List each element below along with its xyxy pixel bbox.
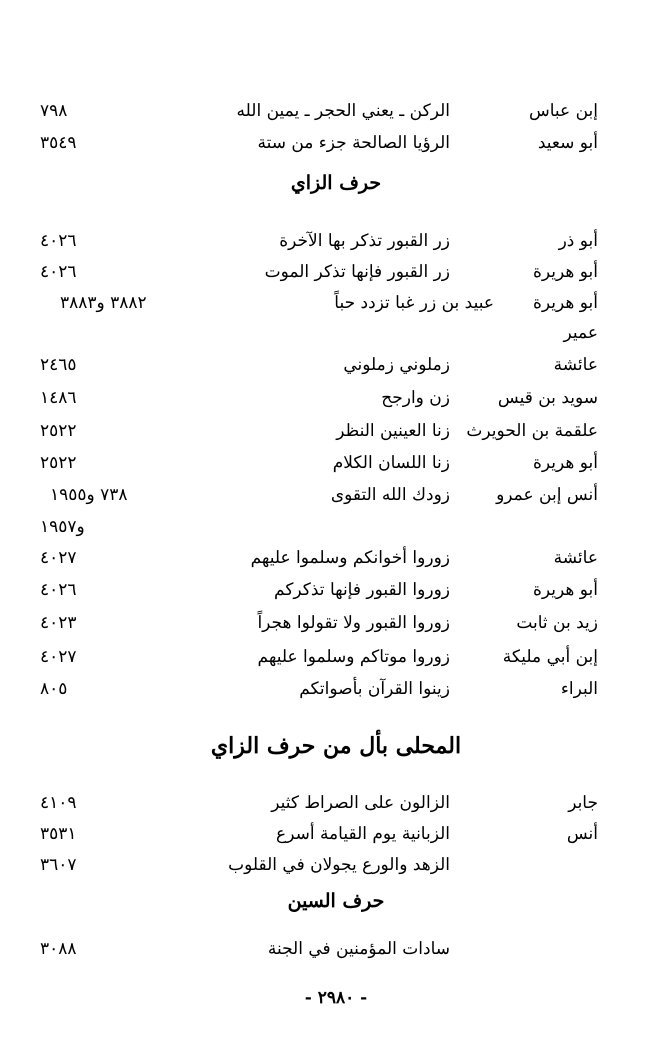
narrator: أبو هريرة <box>532 453 598 473</box>
list-item <box>0 128 672 158</box>
narrator: سويد بن قيس <box>497 388 598 408</box>
list-item <box>0 96 672 126</box>
hadith-text: زر القبور فإنها تذكر الموت <box>264 262 450 282</box>
list-item <box>0 575 672 605</box>
hadith-text: زملوني زملوني <box>343 355 450 375</box>
reference-number: ٣٨٨٢ و٣٨٨٣ <box>60 293 147 313</box>
list-item <box>0 819 672 849</box>
narrator: إبن أبي مليكة <box>502 647 598 667</box>
reference-number: ٣٦٠٧ <box>40 855 77 875</box>
reference-number: ٢٥٢٢ <box>40 421 77 441</box>
list-item <box>0 543 672 573</box>
reference-number: ٣٥٤٩ <box>40 133 77 153</box>
hadith-text: زنا العينين النظر <box>336 421 450 441</box>
hadith-text: الزبانية يوم القيامة أسرع <box>276 824 450 844</box>
narrator: عائشة <box>553 355 598 375</box>
reference-number: ٤٠٢٦ <box>40 580 77 600</box>
hadith-text: سادات المؤمنين في الجنة <box>267 939 450 959</box>
page-number: - ٢٩٨٠ - <box>304 988 368 1008</box>
reference-number: ٣٠٨٨ <box>40 939 77 959</box>
list-item <box>0 934 672 964</box>
section-heading: حرف الزاي <box>290 172 382 194</box>
section-heading: المحلى بأل من حرف الزاي <box>210 733 462 759</box>
hadith-text: زوروا موتاكم وسلموا عليهم <box>257 647 450 667</box>
narrator: عمير <box>563 323 598 343</box>
narrator: أنس <box>566 824 598 844</box>
hadith-text: زوروا أخوانكم وسلموا عليهم <box>250 548 450 568</box>
reference-number: ٢٤٦٥ <box>40 355 77 375</box>
narrator: أبو سعيد <box>537 133 598 153</box>
reference-number: ٤٠٢٦ <box>40 262 77 282</box>
list-item <box>0 318 672 348</box>
narrator: علقمة بن الحويرث <box>466 421 598 441</box>
hadith-text: زودك الله التقوى <box>330 485 450 505</box>
reference-number: ١٤٨٦ <box>40 388 77 408</box>
list-item <box>0 350 672 380</box>
narrator: أبو ذر <box>558 231 598 251</box>
list-item <box>0 448 672 478</box>
narrator: أبو هريرة <box>532 262 598 282</box>
list-item <box>0 850 672 880</box>
hadith-text: زوروا القبور فإنها تذكركم <box>274 580 450 600</box>
narrator: أنس إبن عمرو <box>496 485 598 505</box>
reference-number: ٣٥٣١ <box>40 824 77 844</box>
list-item <box>0 674 672 704</box>
reference-number: ٤٠٢٧ <box>40 548 77 568</box>
narrator: إبن عباس <box>528 101 598 121</box>
narrator: البراء <box>560 679 598 699</box>
reference-number: ٧٩٨ <box>40 101 68 121</box>
reference-number: ٨٠٥ <box>40 679 68 699</box>
reference-number: ٤٠٢٧ <box>40 647 77 667</box>
list-item <box>0 383 672 413</box>
hadith-text: زن وارجح <box>381 388 450 408</box>
hadith-text: الزالون على الصراط كثير <box>271 793 450 813</box>
hadith-text: الركن ـ يعني الحجر ـ يمين الله <box>236 101 450 121</box>
reference-number: ٤٠٢٦ <box>40 231 77 251</box>
narrator: عائشة <box>553 548 598 568</box>
list-item <box>0 480 672 510</box>
hadith-text: الزهد والورع يجولان في القلوب <box>228 855 450 875</box>
hadith-text: زر القبور تذكر بها الآخرة <box>279 231 450 251</box>
list-item <box>0 512 672 542</box>
hadith-text: الرؤيا الصالحة جزء من ستة <box>257 133 450 153</box>
narrator: زيد بن ثابت <box>516 613 598 633</box>
reference-number: ٢٥٢٢ <box>40 453 77 473</box>
list-item <box>0 608 672 638</box>
list-item <box>0 416 672 446</box>
section-heading: حرف السين <box>287 890 385 912</box>
reference-number: ٤١٠٩ <box>40 793 77 813</box>
narrator: جابر <box>568 793 598 813</box>
hadith-text: زنا اللسان الكلام <box>332 453 450 473</box>
list-item <box>0 226 672 256</box>
list-item <box>0 788 672 818</box>
hadith-text: عبيد بن زر غبا تزدد حباً <box>334 293 494 313</box>
list-item <box>0 257 672 287</box>
list-item <box>0 642 672 672</box>
list-item <box>0 288 672 318</box>
reference-number: ٤٠٢٣ <box>40 613 77 633</box>
narrator: أبو هريرة <box>532 293 598 313</box>
reference-number: ٧٣٨ و١٩٥٥ <box>50 485 128 505</box>
hadith-text: زوروا القبور ولا تقولوا هجراً <box>257 613 450 633</box>
narrator: أبو هريرة <box>532 580 598 600</box>
hadith-text: زينوا القرآن بأصواتكم <box>299 679 450 699</box>
reference-number: و١٩٥٧ <box>40 517 85 537</box>
